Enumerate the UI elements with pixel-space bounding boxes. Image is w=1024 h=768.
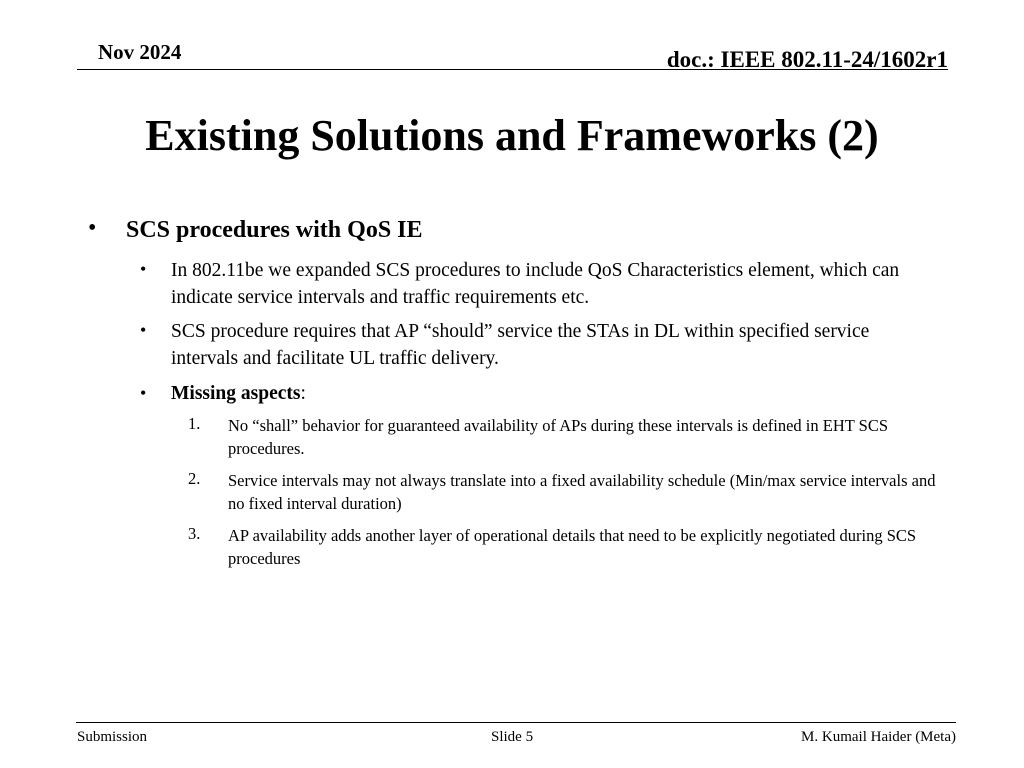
missing-aspects-colon: : [300,383,306,404]
list-item-text: No “shall” behavior for guaranteed availability of APs during these intervals is defined in EHT SCS procedures. [228,416,889,458]
sub-bullet-marker: • [140,383,147,403]
list-item-text: AP availability adds another layer of operational details that need to be explicitly negotiated during SCS procedures [228,526,917,568]
missing-aspects-heading [171,380,941,407]
bullet-marker: • [88,215,97,241]
list-number: 1. [188,414,201,433]
footer-author: M. Kumail Haider (Meta) [801,729,956,745]
sub-bullet-marker: • [140,259,147,279]
footer-divider [76,722,956,723]
bullet-heading: SCS procedures with QoS IE [126,217,423,243]
sub-bullet-text: SCS procedure requires that AP “should” service the STAs in DL within specified service intervals and facilitate UL traffic delivery. [171,321,870,369]
sub-bullet-marker: • [140,320,147,340]
footer-submission: Submission [77,729,148,745]
list-item-text: Service intervals may not always translate into a fixed availability schedule (Min/max service intervals and no fixed interval duration) [228,471,936,513]
slide-title: Existing Solutions and Frameworks (2) [145,111,879,160]
list-number: 2. [188,469,201,488]
header-doc-id: doc.: IEEE 802.11-24/1602r1 [666,47,948,72]
missing-aspects-label: Missing aspects [171,383,301,404]
footer-slide-number: Slide 5 [491,729,534,745]
list-number: 3. [188,524,201,543]
header-date: Nov 2024 [98,40,182,64]
sub-bullet-text: In 802.11be we expanded SCS procedures to include QoS Characteristics element, which can indicate service intervals and traffic requirements etc. [171,260,900,308]
